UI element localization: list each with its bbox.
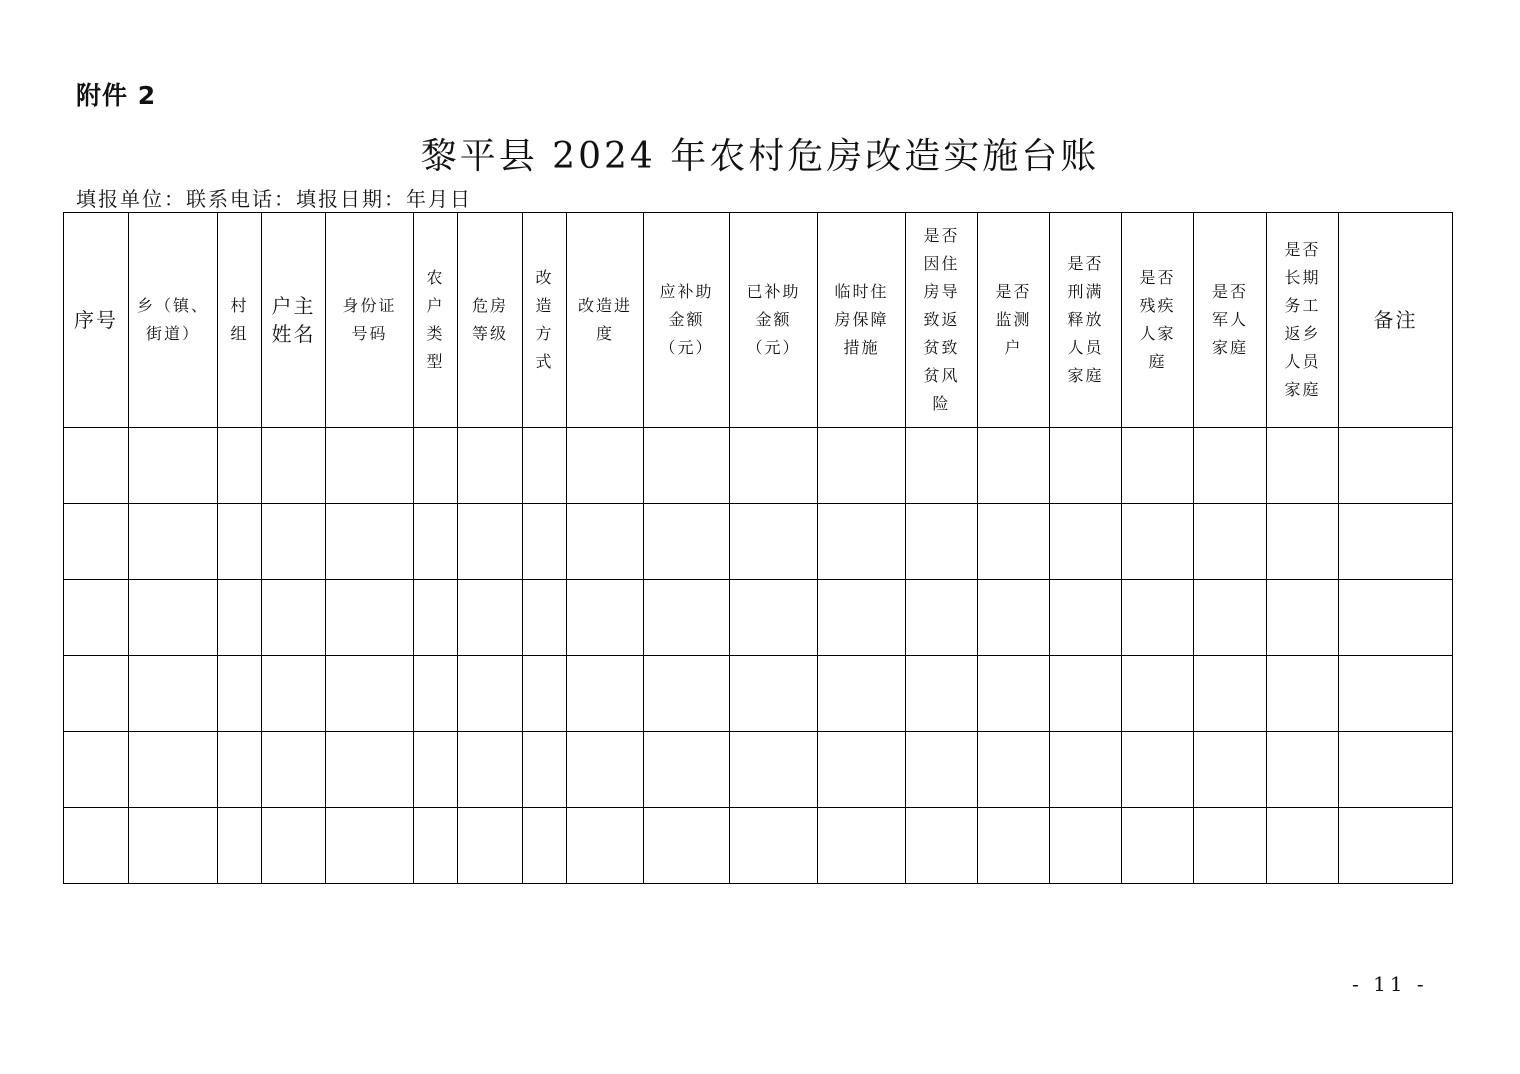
header-label-line: 改 [535,268,554,287]
table-cell[interactable] [1267,732,1339,808]
table-cell[interactable] [567,428,644,504]
header-cell [1122,213,1194,428]
table-cell[interactable] [129,504,218,580]
header-row [64,213,1453,428]
header-label-line: 是否 [1284,240,1321,259]
header-label [230,292,248,348]
table-cell[interactable] [1339,428,1453,504]
header-label-line: 街道） [145,324,200,343]
header-label-line: 村 [230,296,249,315]
header-cell [978,213,1050,428]
header-label-line: 造 [535,296,554,315]
table-row [64,580,1453,656]
table-cell[interactable] [262,808,326,884]
header-label-line: 家庭 [1284,380,1321,399]
table-cell[interactable] [1194,428,1267,504]
table-cell[interactable] [458,428,523,504]
ledger-table [63,212,1453,884]
header-label-line: 组 [230,324,249,343]
table-cell[interactable] [1267,656,1339,732]
header-label-line: 家庭 [1211,338,1248,357]
header-label-line: 等级 [471,324,508,343]
table-cell[interactable] [414,808,458,884]
table-cell[interactable] [458,732,523,808]
header-cell [64,213,129,428]
table-cell[interactable] [644,580,730,656]
header-label [535,264,553,376]
table-cell[interactable] [1122,504,1194,580]
document-title: 黎平县 2024 年农村危房改造实施台账 [420,136,1100,177]
header-label-line: 人家 [1139,324,1176,343]
table-cell[interactable] [1122,428,1194,504]
header-label-line: 金额 [755,310,792,329]
table-cell[interactable] [523,808,567,884]
header-label-line: 人员 [1067,338,1104,357]
table-cell[interactable] [1050,732,1122,808]
table-cell[interactable] [64,656,129,732]
header-label-line: 序号 [74,308,118,332]
table-cell[interactable] [906,580,978,656]
table-cell[interactable] [262,504,326,580]
header-label-line: 险 [932,394,951,413]
header-label-line: 度 [595,324,614,343]
table-cell[interactable] [64,732,129,808]
table-cell[interactable] [818,580,906,656]
header-label-line: 监测 [995,310,1032,329]
table-cell[interactable] [906,732,978,808]
table-cell[interactable] [64,428,129,504]
table-cell[interactable] [326,732,414,808]
table-cell[interactable] [567,504,644,580]
header-label [1284,236,1320,404]
header-label-line: 长期 [1284,268,1321,287]
table-cell[interactable] [458,504,523,580]
header-cell [1267,213,1339,428]
table-cell[interactable] [64,504,129,580]
table-cell[interactable] [1339,732,1453,808]
table-cell[interactable] [1267,808,1339,884]
header-cell [326,213,414,428]
header-label [1212,278,1248,362]
header-label-line: 已补助 [746,282,801,301]
header-label-line: 释放 [1067,310,1104,329]
table-cell[interactable] [523,428,567,504]
table-cell[interactable] [1339,580,1453,656]
header-cell [218,213,262,428]
table-cell[interactable] [818,732,906,808]
table-cell[interactable] [1194,504,1267,580]
header-cell [523,213,567,428]
table-cell[interactable] [326,656,414,732]
header-label [1374,306,1418,334]
header-label-line: 改造进 [577,296,632,315]
table-cell[interactable] [1122,808,1194,884]
header-cell [906,213,978,428]
header-label-line: 户主 [271,294,316,318]
table-cell[interactable] [644,656,730,732]
table-cell[interactable] [523,504,567,580]
header-cell [567,213,644,428]
table-cell[interactable] [218,732,262,808]
table-cell[interactable] [567,732,644,808]
table-cell[interactable] [906,428,978,504]
header-label [923,222,959,418]
table-cell[interactable] [326,504,414,580]
header-label-line: 是否 [1211,282,1248,301]
table-cell[interactable] [1050,656,1122,732]
header-label-line: 因住 [923,254,960,273]
table-cell[interactable] [458,580,523,656]
table-cell[interactable] [1267,504,1339,580]
header-label-line: 是否 [923,226,960,245]
header-label-line: 应补助 [659,282,714,301]
header-label-line: 刑满 [1067,282,1104,301]
table-cell[interactable] [326,428,414,504]
header-label [659,278,713,362]
table-cell[interactable] [1050,504,1122,580]
table-cell[interactable] [218,428,262,504]
table-cell[interactable] [818,504,906,580]
header-label [74,306,118,334]
header-label-line: 庭 [1148,352,1167,371]
table-cell[interactable] [978,504,1050,580]
header-label-line: 贫风 [923,366,960,385]
header-label-line: 残疾 [1139,296,1176,315]
header-cell [1050,213,1122,428]
table-cell[interactable] [644,504,730,580]
table-cell[interactable] [730,580,818,656]
table-cell[interactable] [978,428,1050,504]
table-cell[interactable] [326,808,414,884]
table-cell[interactable] [523,732,567,808]
table-cell[interactable] [458,656,523,732]
table-cell[interactable] [906,808,978,884]
table-cell[interactable] [262,732,326,808]
table-cell[interactable] [906,504,978,580]
table-cell[interactable] [262,428,326,504]
header-label-line: 房保障 [834,310,889,329]
header-label-line: 临时住 [834,282,889,301]
table-row [64,504,1453,580]
table-cell[interactable] [129,732,218,808]
table-cell[interactable] [567,656,644,732]
table-row [64,808,1453,884]
header-label-line: 危房 [471,296,508,315]
table-cell[interactable] [414,732,458,808]
header-label [342,292,396,348]
header-label [746,278,800,362]
table-cell[interactable] [129,580,218,656]
table-cell[interactable] [1194,580,1267,656]
header-label [995,278,1031,362]
header-cell [262,213,326,428]
header-cell [644,213,730,428]
table-cell[interactable] [978,580,1050,656]
table-cell[interactable] [414,428,458,504]
header-label-line: 贫致 [923,338,960,357]
header-label-line: 家庭 [1067,366,1104,385]
header-label-line: 身份证 [342,296,397,315]
table-cell[interactable] [218,808,262,884]
table-cell[interactable] [1267,428,1339,504]
header-label-line: 是否 [1139,268,1176,287]
header-label [137,292,209,348]
table-cell[interactable] [414,580,458,656]
header-label-line: 式 [535,352,554,371]
table-cell[interactable] [818,428,906,504]
table-cell[interactable] [129,808,218,884]
table-cell[interactable] [978,808,1050,884]
header-label-line: 返乡 [1284,324,1321,343]
table-cell[interactable] [1339,504,1453,580]
table-cell[interactable] [644,732,730,808]
header-label [272,292,316,348]
table-cell[interactable] [730,808,818,884]
header-label-line: 类 [426,324,445,343]
table-cell[interactable] [64,808,129,884]
table-cell[interactable] [730,732,818,808]
table-cell[interactable] [978,656,1050,732]
header-label-line: 措施 [843,338,880,357]
header-label-line: 户 [426,296,445,315]
table-cell[interactable] [218,580,262,656]
attachment-label: 附件 2 [76,81,157,110]
table-cell[interactable] [1339,808,1453,884]
header-cell [458,213,523,428]
table-cell[interactable] [1122,656,1194,732]
header-cell [818,213,906,428]
header-label-line: 军人 [1211,310,1248,329]
header-label-line: 户 [1004,338,1023,357]
table-cell[interactable] [1122,732,1194,808]
header-label-line: 乡（镇、 [136,296,209,315]
table-cell[interactable] [64,580,129,656]
table-cell[interactable] [978,732,1050,808]
fill-info-line: 填报单位：联系电话：填报日期：年月日 [76,187,472,211]
table-cell[interactable] [644,808,730,884]
header-label-line: 姓名 [271,322,316,346]
header-label-line: 农 [426,268,445,287]
table-cell[interactable] [262,580,326,656]
table-cell[interactable] [1050,808,1122,884]
header-label-line: 务工 [1284,296,1321,315]
header-label-line: 是否 [1067,254,1104,273]
header-label [426,264,444,376]
header-label [472,292,508,348]
table-cell[interactable] [326,580,414,656]
table-cell[interactable] [218,504,262,580]
header-label [578,292,632,348]
table-row [64,656,1453,732]
header-label-line: 金额 [668,310,705,329]
table-cell[interactable] [523,580,567,656]
header-label-line: 号码 [351,324,388,343]
page-number: - 11 - [1352,972,1428,996]
table-cell[interactable] [906,656,978,732]
header-label [834,278,888,362]
table-cell[interactable] [1050,428,1122,504]
table-cell[interactable] [818,656,906,732]
table-row [64,428,1453,504]
table-cell[interactable] [1122,580,1194,656]
table-cell[interactable] [567,580,644,656]
table-cell[interactable] [458,808,523,884]
header-label-line: （元） [659,338,714,357]
table-cell[interactable] [523,656,567,732]
header-cell [1339,213,1453,428]
table-cell[interactable] [129,428,218,504]
table-cell[interactable] [730,428,818,504]
header-label [1067,250,1103,390]
header-cell [730,213,818,428]
table-cell[interactable] [262,656,326,732]
table-cell[interactable] [644,428,730,504]
table-cell[interactable] [218,656,262,732]
table-cell[interactable] [730,504,818,580]
header-label-line: （元） [746,338,801,357]
table-cell[interactable] [567,808,644,884]
table-cell[interactable] [1194,808,1267,884]
header-label-line: 方 [535,324,554,343]
table-cell[interactable] [1194,732,1267,808]
header-cell [1194,213,1267,428]
table-cell[interactable] [414,504,458,580]
header-label-line: 型 [426,352,445,371]
header-label [1139,264,1175,376]
table-cell[interactable] [818,808,906,884]
table-cell[interactable] [129,656,218,732]
table-cell[interactable] [1339,656,1453,732]
table-cell[interactable] [1050,580,1122,656]
table-cell[interactable] [730,656,818,732]
table-cell[interactable] [1194,656,1267,732]
table-cell[interactable] [1267,580,1339,656]
header-label-line: 致返 [923,310,960,329]
header-label-line: 人员 [1284,352,1321,371]
header-cell [129,213,218,428]
header-label-line: 房导 [923,282,960,301]
table-cell[interactable] [414,656,458,732]
header-label-line: 是否 [995,282,1032,301]
header-cell [414,213,458,428]
header-label-line: 备注 [1373,308,1418,332]
table-row [64,732,1453,808]
